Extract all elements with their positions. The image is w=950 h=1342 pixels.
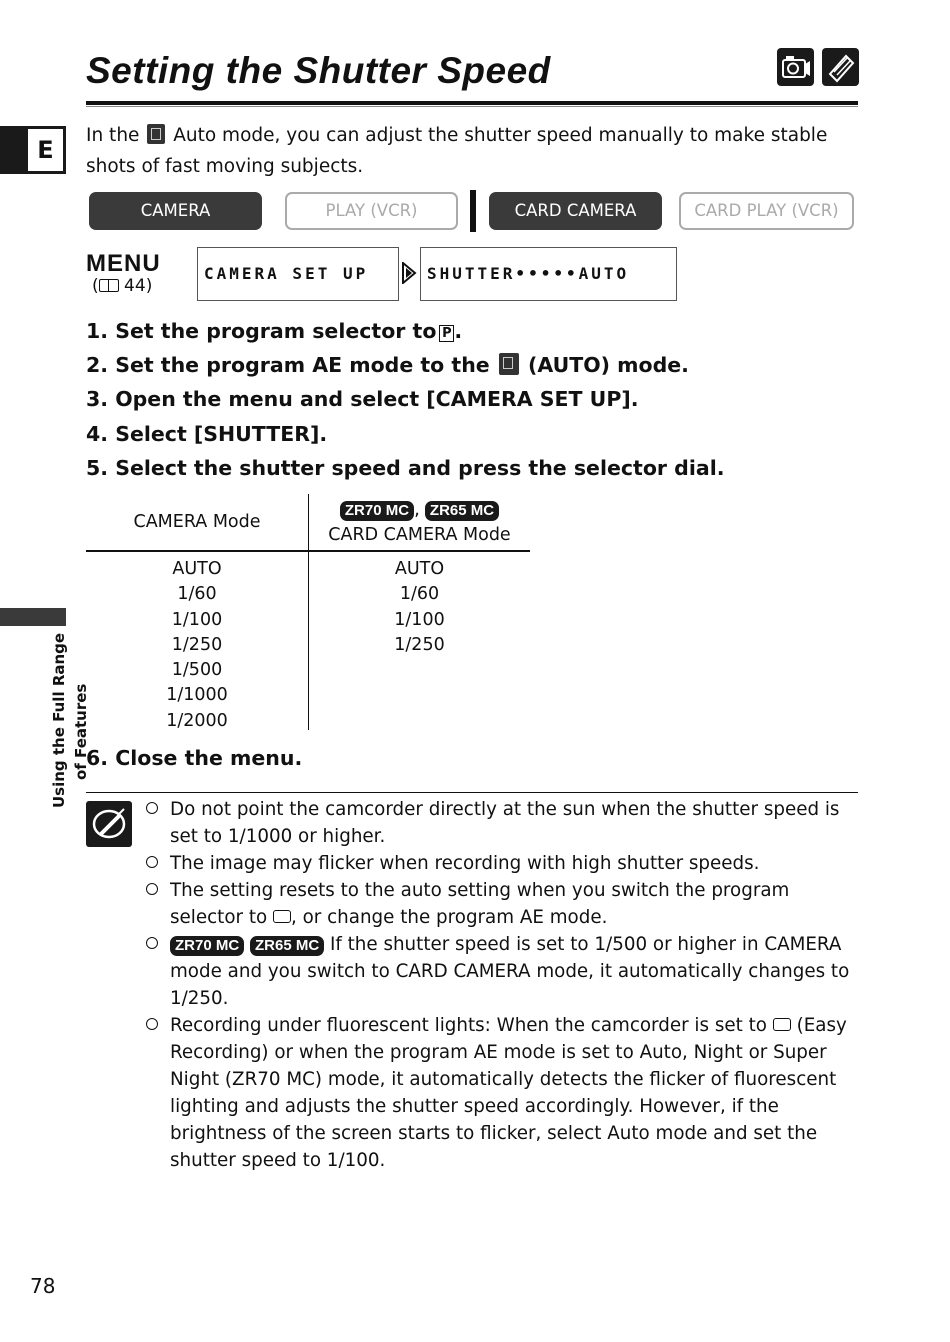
menu-page-ref: ( 44) (92, 276, 153, 296)
note-item-2 (170, 850, 862, 877)
note-2-text: The image may flicker when recording with high shutter speeds. (170, 853, 760, 874)
menu-item-camera-setup: CAMERA SET UP (197, 247, 399, 301)
step-4: 4. Select [SHUTTER]. (86, 422, 328, 446)
table-header-camera: CAMERA Mode (133, 512, 261, 532)
mode-camera: CAMERA (89, 192, 262, 230)
intro-text-end: Auto mode, you can adjust the shutter speed manually to make stable shots of fast moving subjects. (86, 125, 828, 177)
mode-play-vcr: PLAY (VCR) (285, 192, 458, 230)
note-4-text: If the shutter speed is set to 1/500 or higher in CAMERA mode and you switch to CARD CAMERA mode, it automatically changes to 1/250. (170, 934, 850, 1009)
step-3: 3. Open the menu and select [CAMERA SET UP]. (86, 387, 639, 411)
intro-paragraph (86, 120, 866, 182)
table-cell: 1/500 (171, 660, 223, 681)
bullet-icon (146, 937, 158, 949)
bullet-icon (146, 1018, 158, 1030)
note-pencil-icon (86, 801, 132, 847)
title-rule-thin (86, 106, 858, 107)
model-badge-zr70: ZR70 MC (170, 936, 244, 956)
card-speed-column (309, 557, 530, 658)
title-rule (86, 101, 858, 105)
mode-card-play-vcr: CARD PLAY (VCR) (679, 192, 854, 230)
table-header-card-camera: CARD CAMERA Mode (328, 525, 511, 545)
step-2-text-end: (AUTO) mode. (527, 353, 689, 377)
book-icon (99, 279, 119, 292)
table-cell: 1/250 (394, 634, 445, 655)
language-tab-label: E (27, 128, 64, 172)
section-marker (0, 608, 66, 626)
table-cell: 1/1000 (166, 685, 228, 706)
step-6: 6. Close the menu. (86, 746, 303, 770)
program-p-symbol: P (439, 325, 454, 342)
note-5-text-start: Recording under fluorescent lights: When the camcorder is set to (170, 1015, 767, 1036)
page-title: Setting the Shutter Speed (86, 50, 551, 91)
menu-item-shutter: SHUTTER•••••AUTO (420, 247, 677, 301)
bullet-icon (146, 883, 158, 895)
step-1: 1. Set the program selector to P . (86, 319, 463, 343)
note-3-text-start: The setting resets to the auto setting when you switch the program selector to (170, 880, 790, 928)
step-2-text-start: 2. Set the program AE mode to the (86, 353, 490, 377)
camera-speed-column (86, 557, 308, 734)
model-badge-zr65: ZR65 MC (425, 501, 499, 521)
section-label-line2: of Features (72, 683, 90, 780)
note-item-5 (170, 1012, 862, 1174)
table-cell: 1/100 (171, 609, 223, 630)
table-cell: AUTO (172, 559, 222, 579)
table-cell: 1/250 (171, 634, 223, 655)
note-item-3 (170, 877, 862, 931)
table-cell: AUTO (394, 559, 445, 579)
note-3-text-end: , or change the program AE mode. (291, 907, 608, 928)
model-badge-zr65: ZR65 MC (250, 936, 324, 956)
note-1-text: Do not point the camcorder directly at the sun when the shutter speed is set to 1/1000 or higher. (170, 799, 840, 847)
table-divider-horizontal (86, 550, 530, 552)
notes-rule (86, 792, 858, 793)
table-cell: 1/100 (394, 609, 445, 630)
table-cell: 1/60 (177, 584, 217, 605)
camera-mode-icon (777, 48, 814, 86)
bullet-icon (146, 802, 158, 814)
menu-ref-page: 44 (124, 276, 146, 296)
auto-mode-icon (147, 124, 165, 144)
auto-mode-icon (499, 353, 519, 375)
page-number: 78 (30, 1274, 56, 1298)
note-item-1 (170, 796, 862, 850)
model-badge-zr70: ZR70 MC (340, 501, 414, 521)
table-cell: 1/2000 (166, 710, 228, 731)
section-label-line1: Using the Full Range (50, 632, 68, 808)
mode-card-camera: CARD CAMERA (489, 192, 662, 230)
table-header-models: ZR70 MC , ZR65 MC (309, 499, 530, 521)
step-2 (86, 353, 689, 377)
easy-recording-icon (773, 1018, 791, 1031)
note-item-4 (170, 931, 862, 1012)
table-cell: 1/60 (399, 584, 440, 605)
card-camera-icon (822, 48, 859, 86)
note-5-text-end: (Easy Recording) or when the program AE mode is set to Auto, Night or Super Night (ZR70 MC) mode, it automatically detects the flicker of fluorescent lighting and adjusts the shutter speed accordingly. However, if the brightness of the screen starts to flicker, select Auto mode and set the shutter speed to 1/100. (170, 1015, 847, 1171)
mode-separator (470, 190, 476, 232)
step-5: 5. Select the shutter speed and press the selector dial. (86, 456, 725, 480)
bullet-icon (146, 856, 158, 868)
step-1-text: 1. Set the program selector to (86, 319, 437, 343)
arrow-right-icon (401, 262, 417, 288)
menu-label: MENU (86, 250, 161, 277)
intro-text-start: In the (86, 125, 140, 146)
easy-recording-icon (273, 910, 291, 923)
